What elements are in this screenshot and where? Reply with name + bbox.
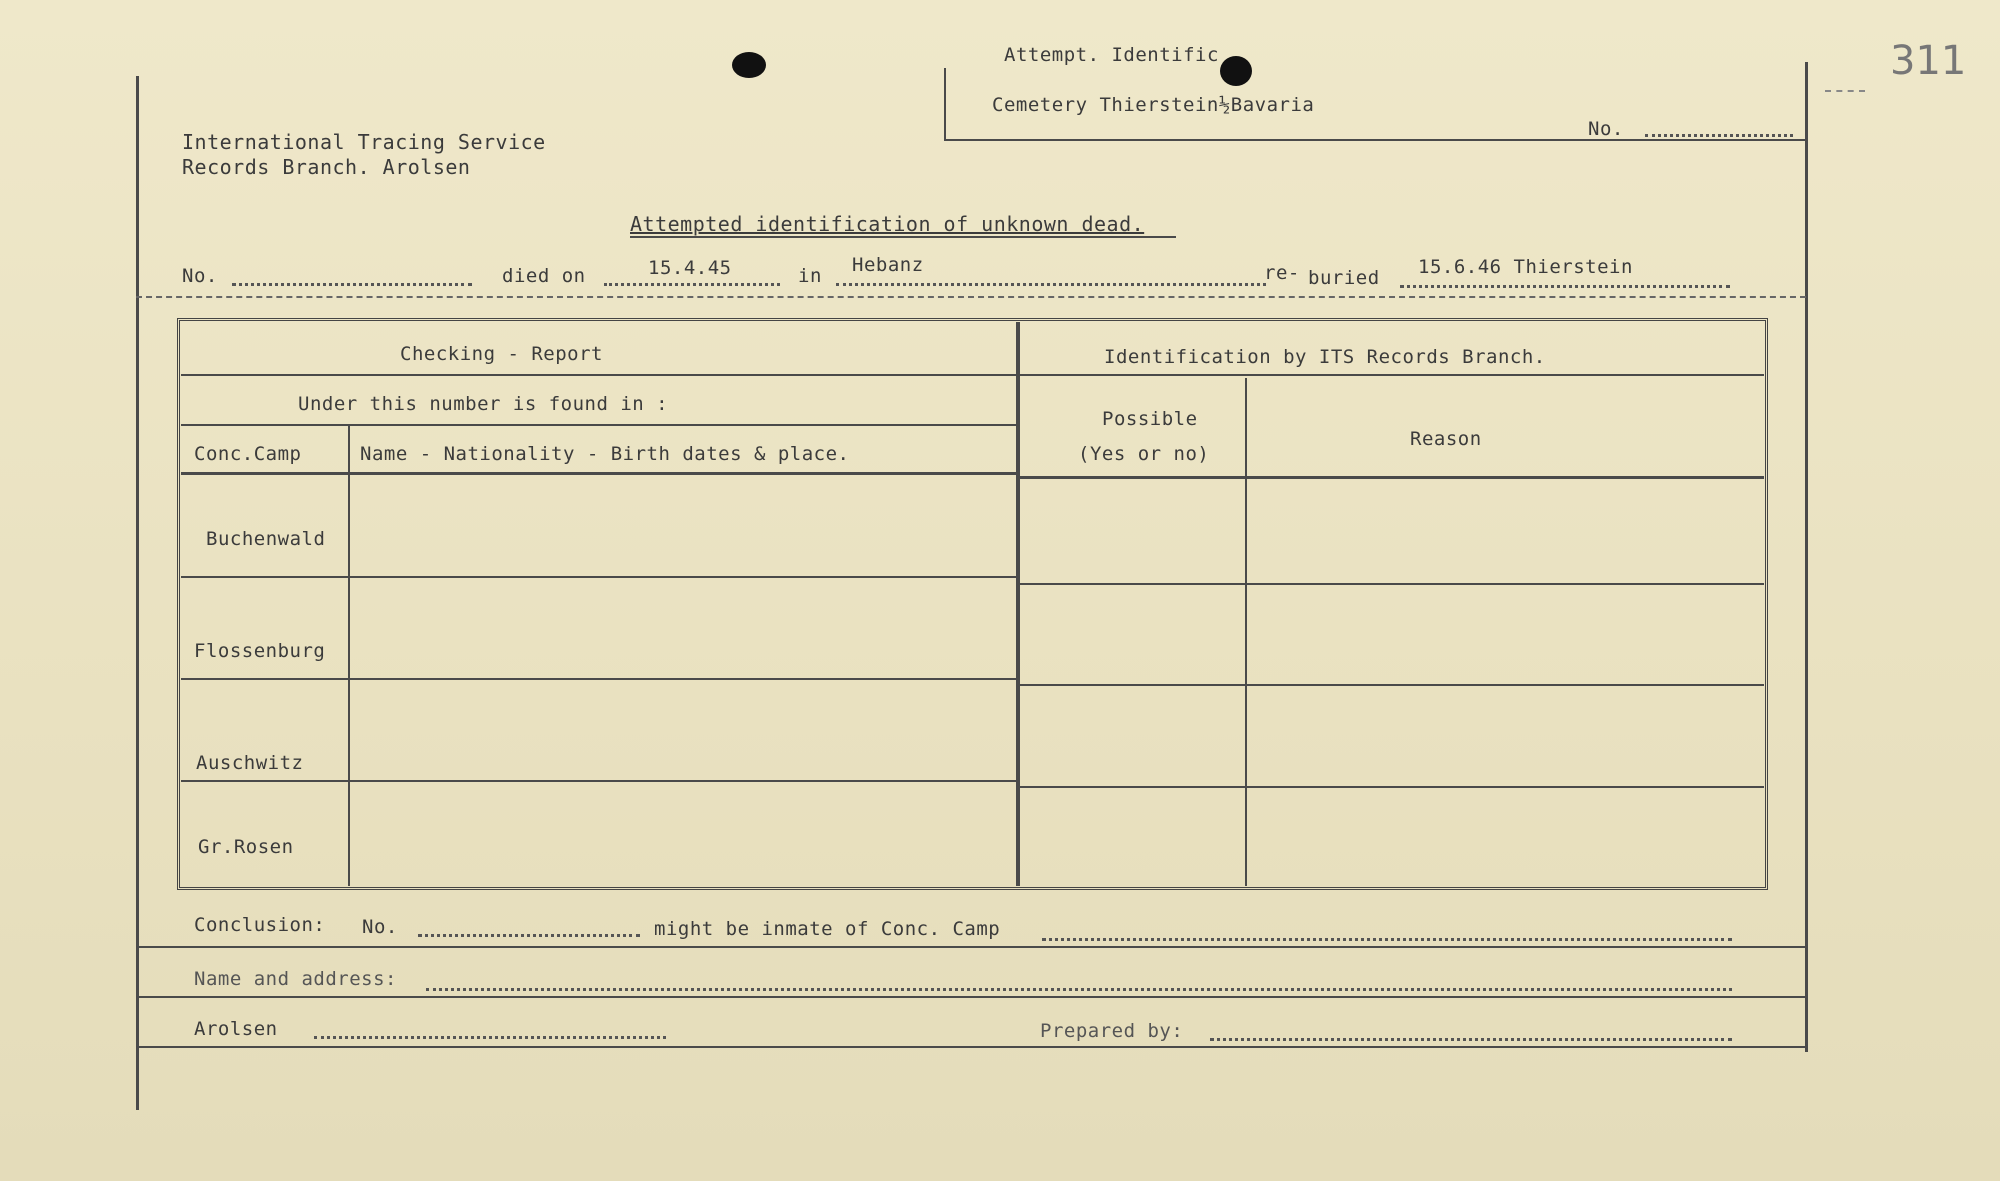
- reburied-dots: [1400, 285, 1730, 288]
- org-branch: Records Branch. Arolsen: [182, 155, 471, 179]
- identification-header: Identification by ITS Records Branch.: [1104, 346, 1546, 368]
- camp-row-label: Buchenwald: [206, 528, 326, 550]
- table-rule-header: [181, 374, 1764, 376]
- table-divider-possible: [1245, 378, 1247, 886]
- prepared-by-label: Prepared by:: [1040, 1020, 1184, 1042]
- punch-hole-left: [732, 52, 766, 78]
- footer-rule-1: [136, 946, 1806, 948]
- stamp-no-dots: [1645, 134, 1793, 137]
- footer-rule-3: [136, 1046, 1806, 1048]
- record-rule: [136, 296, 1806, 298]
- table-rule-row2-right: [1018, 684, 1764, 686]
- stamp-box-bottom: [944, 139, 1806, 141]
- page-number-dash: [1825, 90, 1865, 92]
- camp-row-label: Flossenburg: [194, 640, 326, 662]
- conclusion-label: Conclusion:: [194, 914, 326, 936]
- col-possible-header-1: Possible: [1102, 408, 1198, 430]
- table-rule-row2-left: [181, 678, 1018, 680]
- footer-rule-2: [136, 996, 1806, 998]
- punch-hole-right: [1220, 56, 1252, 86]
- record-no-dots: [232, 283, 472, 286]
- conclusion-camp-dots: [1042, 938, 1732, 941]
- table-rule-colheads-left: [181, 472, 1018, 475]
- reburied-label: buried: [1308, 267, 1380, 289]
- table-rule-row3-right: [1018, 786, 1764, 788]
- col-camp-header: Conc.Camp: [194, 443, 302, 465]
- reburied-prefix: re-: [1264, 262, 1300, 284]
- table-divider-main: [1016, 322, 1020, 886]
- name-address-label: Name and address:: [194, 968, 397, 990]
- camp-row-label: Gr.Rosen: [198, 836, 294, 858]
- conclusion-text: might be inmate of Conc. Camp: [654, 918, 1001, 940]
- form-title: Attempted identification of unknown dead.: [630, 212, 1145, 236]
- place-value: Hebanz: [852, 254, 924, 276]
- in-label: in: [798, 265, 822, 287]
- name-address-dots: [426, 988, 1732, 991]
- stamp-no-label: No.: [1588, 118, 1624, 140]
- stamp-cemetery: Cemetery Thierstein½Bavaria: [992, 94, 1315, 116]
- right-margin-rule: [1805, 62, 1808, 1052]
- page-number: 311: [1890, 38, 1967, 84]
- col-possible-header-2: (Yes or no): [1078, 443, 1210, 465]
- arolsen-label: Arolsen: [194, 1018, 278, 1040]
- under-number-header: Under this number is found in :: [298, 393, 669, 415]
- form-title-underline: [630, 236, 1176, 238]
- camp-row-label: Auschwitz: [196, 752, 304, 774]
- conclusion-no-dots: [418, 934, 640, 937]
- stamp-box-left: [944, 68, 946, 140]
- arolsen-dots: [314, 1036, 666, 1039]
- left-margin-rule: [136, 76, 139, 1110]
- died-on-value: 15.4.45: [648, 257, 732, 279]
- died-on-label: died on: [502, 265, 586, 287]
- checking-report-header: Checking - Report: [400, 343, 603, 365]
- record-no-label: No.: [182, 265, 218, 287]
- died-on-dots: [604, 283, 780, 286]
- table-rule-sub: [181, 424, 1018, 426]
- org-name: International Tracing Service: [182, 130, 546, 154]
- table-rule-colheads-right: [1018, 476, 1764, 479]
- col-reason-header: Reason: [1410, 428, 1482, 450]
- place-dots: [836, 283, 1266, 286]
- conclusion-no-label: No.: [362, 916, 398, 938]
- col-name-header: Name - Nationality - Birth dates & place.: [360, 443, 850, 465]
- stamp-title: Attempt. Identific: [1004, 44, 1219, 66]
- reburied-value: 15.6.46 Thierstein: [1418, 256, 1633, 278]
- table-rule-row1-left: [181, 576, 1018, 578]
- table-rule-row3-left: [181, 780, 1018, 782]
- table-rule-row1-right: [1018, 583, 1764, 585]
- prepared-by-dots: [1210, 1038, 1732, 1041]
- table-divider-camp: [348, 424, 350, 886]
